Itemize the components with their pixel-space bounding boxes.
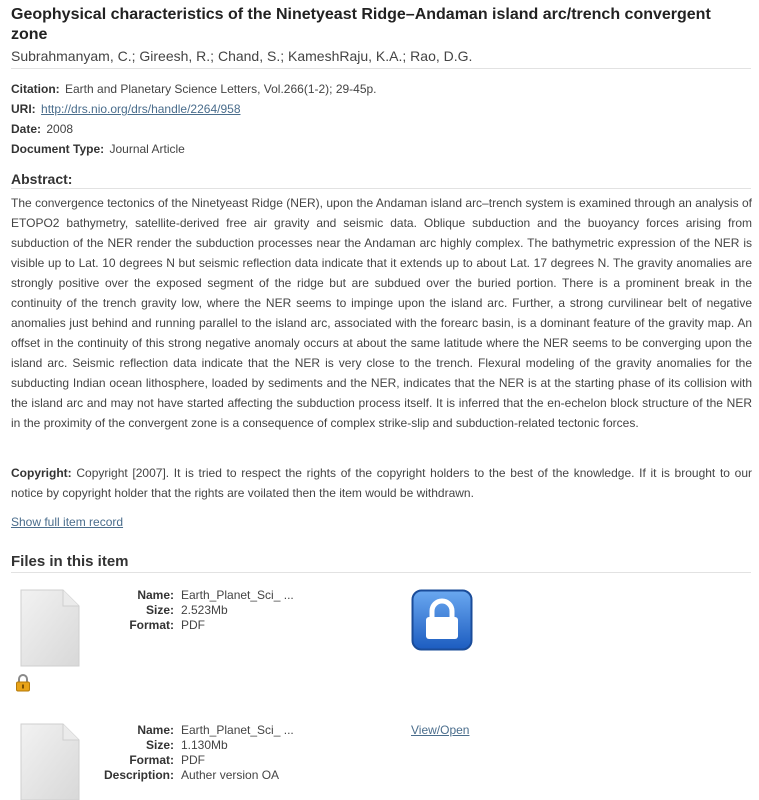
- uri-label: URI:: [11, 102, 36, 116]
- uri-link[interactable]: http://drs.nio.org/drs/handle/2264/958: [41, 102, 241, 116]
- uri-row: [11, 101, 241, 117]
- date-label: Date:: [11, 122, 42, 136]
- size-label: Size:: [145, 603, 174, 617]
- abstract-text: The convergence tectonics of the Ninetyeast Ridge (NER), upon the Andaman island arc–trench system is examined through an analysis of ETOPO2 bathymetry, satellite-derived free air gravity and seismic data. Oblique subduction and the buoyancy forces arising from subduction of the NER render the subduction processes near the Andaman arc highly complex. The bathymetric expression of the NER is visible up to Lat. 10 degrees N but seismic reflection data indicate that it extends up to about Lat. 17 degrees N. The gravity anomalies are strongly positive over the exposed segment of the ridge but are subdued over the buried portion. There is a prominent break in the continuity of the trench gravity low, where the NER seems to impinge upon the island arc. Further, a strong curvilinear belt of negative anomalies just behind and running parallel to the island arc, associated with the forearc basin, is a dominant feature of the gravity map. An offset in the continuity of this strong negative anomaly occurs at about the same latitude where the NER seems to be converging upon the island arc. Seismic reflection data indicate that the NER is very close to the trench. Flexural modeling of the gravity anomalies for the subducting Indian ocean lithosphere, loaded by sediments and the NER, indicates that the NER is at the starting phase of its collision with the island arc and may not have started affecting the subduction process itself. It is inferred that the en-echelon block structure of the NER in the proximity of the convergent zone is a consequence of complex strike-slip and subduction-related tectonic forces.: [11, 196, 752, 430]
- show-full-record-link[interactable]: Show full item record: [11, 515, 124, 529]
- name-label: Name:: [137, 723, 174, 737]
- divider: [11, 68, 751, 69]
- copyright-text: Copyright [2007]. It is tried to respect the rights of the copyright holders to the best of the knowledge. If it is brought to our notice by copyright holder that the rights are voilated then the item would be withdrawn.: [11, 466, 752, 500]
- file-info-2: [100, 723, 294, 783]
- format-label: Format:: [129, 753, 174, 767]
- date-value: 2008: [46, 122, 74, 136]
- divider: [11, 572, 751, 573]
- file-format: PDF: [181, 753, 205, 767]
- files-heading: Files in this item: [11, 553, 129, 570]
- description-label: Description:: [103, 768, 174, 782]
- doctype-row: [11, 141, 185, 157]
- citation-label: Citation:: [11, 82, 60, 96]
- file-thumbnail-icon[interactable]: [19, 589, 80, 667]
- item-authors: Subrahmanyam, C.; Gireesh, R.; Chand, S.; KameshRaju, K.A.; Rao, D.G.: [11, 48, 473, 64]
- file-size: 2.523Mb: [181, 603, 228, 617]
- copyright-label: Copyright:: [11, 466, 72, 480]
- divider: [11, 188, 751, 189]
- file-description: Auther version OA: [181, 768, 280, 782]
- size-label: Size:: [145, 738, 174, 752]
- file-thumbnail-icon[interactable]: [19, 723, 80, 800]
- citation-value: Earth and Planetary Science Letters, Vol.266(1-2); 29-45p.: [65, 82, 377, 96]
- abstract-heading: Abstract:: [11, 171, 73, 187]
- citation-row: [11, 81, 377, 97]
- view-open-link[interactable]: View/Open: [411, 723, 470, 737]
- locked-access-icon[interactable]: [411, 589, 473, 651]
- date-row: [11, 121, 73, 137]
- restricted-lock-icon: [15, 674, 31, 692]
- doctype-label: Document Type:: [11, 142, 105, 156]
- name-label: Name:: [137, 588, 174, 602]
- item-title: Geophysical characteristics of the Ninetyeast Ridge–Andaman island arc/trench convergent zone: [11, 6, 711, 43]
- doctype-value: Journal Article: [109, 142, 185, 156]
- file-info-1: [100, 588, 294, 633]
- copyright-block: [11, 463, 752, 503]
- file-format: PDF: [181, 618, 205, 632]
- file-size: 1.130Mb: [181, 738, 228, 752]
- file-name: Earth_Planet_Sci_ ...: [181, 723, 294, 737]
- file-name: Earth_Planet_Sci_ ...: [181, 588, 294, 602]
- format-label: Format:: [129, 618, 174, 632]
